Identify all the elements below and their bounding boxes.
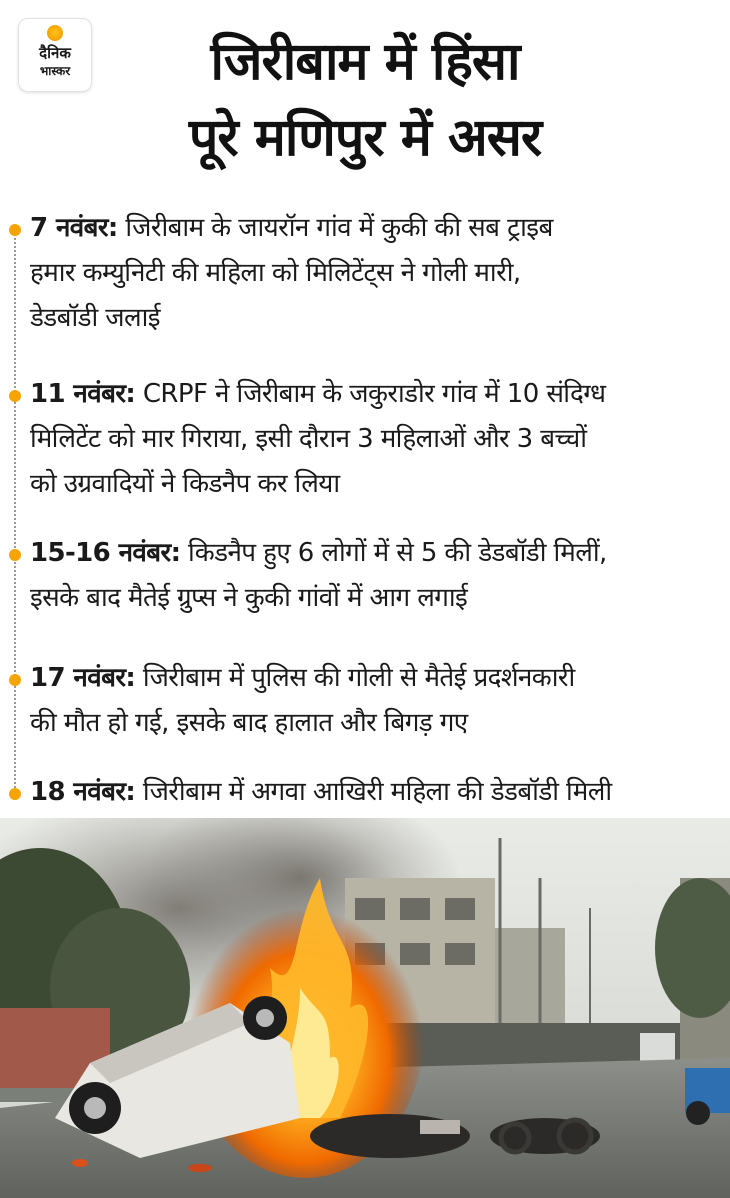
timeline-text-line: इसके बाद मैतेई ग्रुप्स ने कुकी गांवों में आग लगाई: [30, 583, 468, 613]
timeline-dot-icon: [9, 224, 21, 236]
sun-icon: [47, 25, 63, 41]
timeline-dot-icon: [9, 549, 21, 561]
timeline-text-line: जिरीबाम में अगवा आखिरी महिला की डेडबॉडी मिली: [142, 777, 612, 807]
timeline-entry-text: [30, 770, 720, 815]
timeline-text-line: CRPF ने जिरीबाम के जकुराडोर गांव में 10 संदिग्ध: [142, 379, 606, 409]
logo-text-line1: दैनिक: [39, 44, 71, 62]
timeline-entry-text: [30, 372, 720, 507]
timeline-text-line: जिरीबाम में पुलिस की गोली से मैतेई प्रदर्शनकारी: [142, 663, 575, 693]
news-photo-burning-vehicles: [0, 818, 730, 1198]
timeline-date: 17 नवंबर:: [30, 663, 136, 693]
timeline-text-line: मिलिटेंट को मार गिराया, इसी दौरान 3 महिलाओं और 3 बच्चों: [30, 424, 587, 454]
timeline-entry-text: [30, 206, 720, 341]
logo-text-line2: भास्कर: [39, 64, 71, 78]
headline-line2: पूरे मणिपुर में असर: [188, 108, 542, 168]
timeline-text-line: को उग्रवादियों ने किडनैप कर लिया: [30, 469, 340, 499]
timeline-date: 18 नवंबर:: [30, 777, 136, 807]
timeline-entry-text: [30, 656, 720, 746]
timeline-entry-text: [30, 531, 720, 621]
timeline-dot-icon: [9, 390, 21, 402]
photo-illustration: [0, 818, 730, 1198]
timeline-dotted-line: [14, 226, 16, 796]
timeline-text-line: जिरीबाम के जायरॉन गांव में कुकी की सब ट्राइब: [125, 213, 553, 243]
dainik-bhaskar-logo: [18, 18, 92, 92]
headline-line1: जिरीबाम में हिंसा: [210, 32, 520, 92]
timeline-text-line: की मौत हो गई, इसके बाद हालात और बिगड़ गए: [30, 708, 468, 738]
timeline-dot-icon: [9, 674, 21, 686]
timeline-date: 15-16 नवंबर:: [30, 538, 181, 568]
timeline-date: 11 नवंबर:: [30, 379, 136, 409]
timeline-text-line: हमार कम्युनिटी की महिला को मिलिटेंट्स ने गोली मारी,: [30, 258, 521, 288]
timeline-text-line: किडनैप हुए 6 लोगों में से 5 की डेडबॉडी मिलीं,: [188, 538, 607, 568]
timeline-date: 7 नवंबर:: [30, 213, 118, 243]
timeline-dot-icon: [9, 788, 21, 800]
timeline-text-line: डेडबॉडी जलाई: [30, 303, 160, 333]
